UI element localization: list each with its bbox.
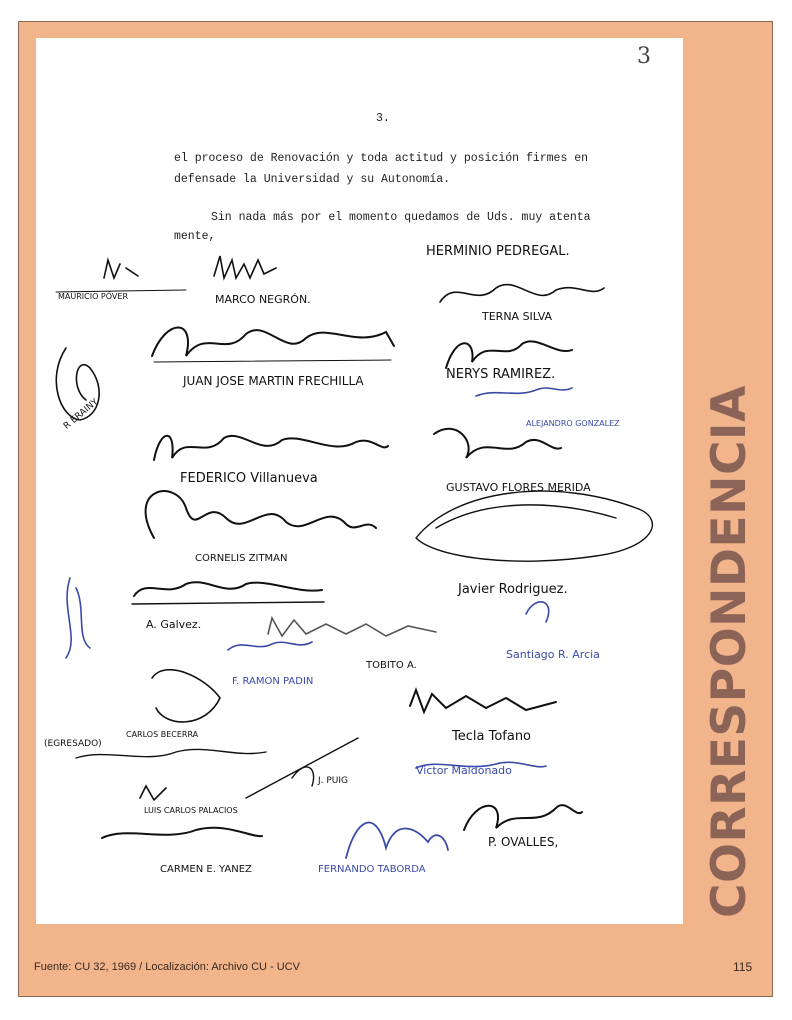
signer-name: HERMINIO PEDREGAL. — [426, 244, 570, 259]
letter-line: Sin nada más por el momento quedamos de Uds. muy atenta — [211, 211, 591, 224]
letter-line: mente, — [174, 230, 216, 243]
signature-scribble — [228, 642, 312, 650]
typed-page-number: 3. — [376, 112, 390, 125]
signer-name: R ERAINY. — [62, 396, 102, 432]
footer-source: Fuente: CU 32, 1969 / Localización: Archivo CU - UCV — [34, 961, 300, 973]
handwritten-page-number: 3 — [637, 44, 651, 69]
signature-scribble — [268, 618, 436, 636]
signature-scribble — [346, 823, 448, 858]
signature-scribble — [152, 670, 220, 722]
signer-name: MARCO NEGRÓN. — [215, 293, 311, 306]
signer-name: Victor Maldonado — [416, 764, 512, 777]
signature-scribble — [104, 260, 138, 278]
signature-scribble — [76, 749, 266, 758]
signer-name: CARMEN E. YANEZ — [160, 864, 252, 875]
signer-name: CORNELIS ZITMAN — [195, 553, 288, 564]
signer-name: MAURICIO PÓVER — [58, 292, 128, 301]
signer-name: TERNA SILVA — [482, 310, 553, 323]
signature-scribble — [102, 828, 262, 838]
signer-name: CARLOS BECERRA — [126, 730, 199, 739]
signer-name: FEDERICO Villanueva — [180, 471, 318, 486]
signature-scribble — [140, 786, 166, 800]
signer-name: A. Galvez. — [146, 618, 202, 631]
signer-name: GUSTAVO FLORES MERIDA — [446, 481, 591, 494]
signer-name: J. PUIG — [318, 776, 349, 786]
signature-scribble — [446, 341, 572, 368]
signature-scribble — [436, 505, 616, 528]
signature-scribble — [146, 491, 376, 538]
signature-scribble — [434, 429, 561, 458]
signature-scribble — [132, 602, 324, 604]
signer-name: Javier Rodriguez. — [458, 582, 568, 597]
signature-scribble — [526, 602, 549, 622]
signature-scribble — [440, 285, 604, 302]
signatures-drawing — [36, 238, 683, 898]
letter-line: el proceso de Renovación y toda actitud y posición firmes en — [174, 152, 589, 165]
signer-name: ALEJANDRO GONZALEZ — [526, 419, 620, 428]
page-number: 115 — [733, 960, 753, 974]
signer-name: JUAN JOSE MARTIN FRECHILLA — [183, 374, 364, 388]
signer-name: NERYS RAMIREZ. — [446, 367, 556, 382]
signature-scribble — [246, 738, 358, 798]
signature-scribble — [476, 388, 572, 396]
signer-name: P. OVALLES, — [488, 835, 559, 849]
signature-scribble — [154, 436, 388, 460]
signer-name: F. RAMON PADIN — [232, 676, 314, 687]
signature-scribble — [416, 491, 652, 561]
signature-scribble — [214, 256, 276, 278]
signature-scribble — [66, 578, 90, 658]
signature-scribble — [154, 360, 391, 362]
signature-scribble — [152, 328, 394, 357]
signer-name: TOBITO A. — [366, 660, 417, 671]
section-title: CORRESPONDENCIA — [702, 385, 757, 918]
signature-scribble — [410, 690, 556, 712]
signer-name: (EGRESADO) — [44, 739, 102, 749]
signer-name: Santiago R. Arcia — [506, 648, 600, 661]
signer-name: Tecla Tofano — [452, 729, 532, 744]
signer-name: LUIS CARLOS PALACIOS — [144, 806, 238, 815]
letter-line: defensade la Universidad y su Autonomía. — [174, 173, 451, 186]
signature-scribble — [134, 582, 322, 596]
signer-name: FERNANDO TABORDA — [318, 864, 426, 875]
signature-scribble — [464, 805, 582, 830]
